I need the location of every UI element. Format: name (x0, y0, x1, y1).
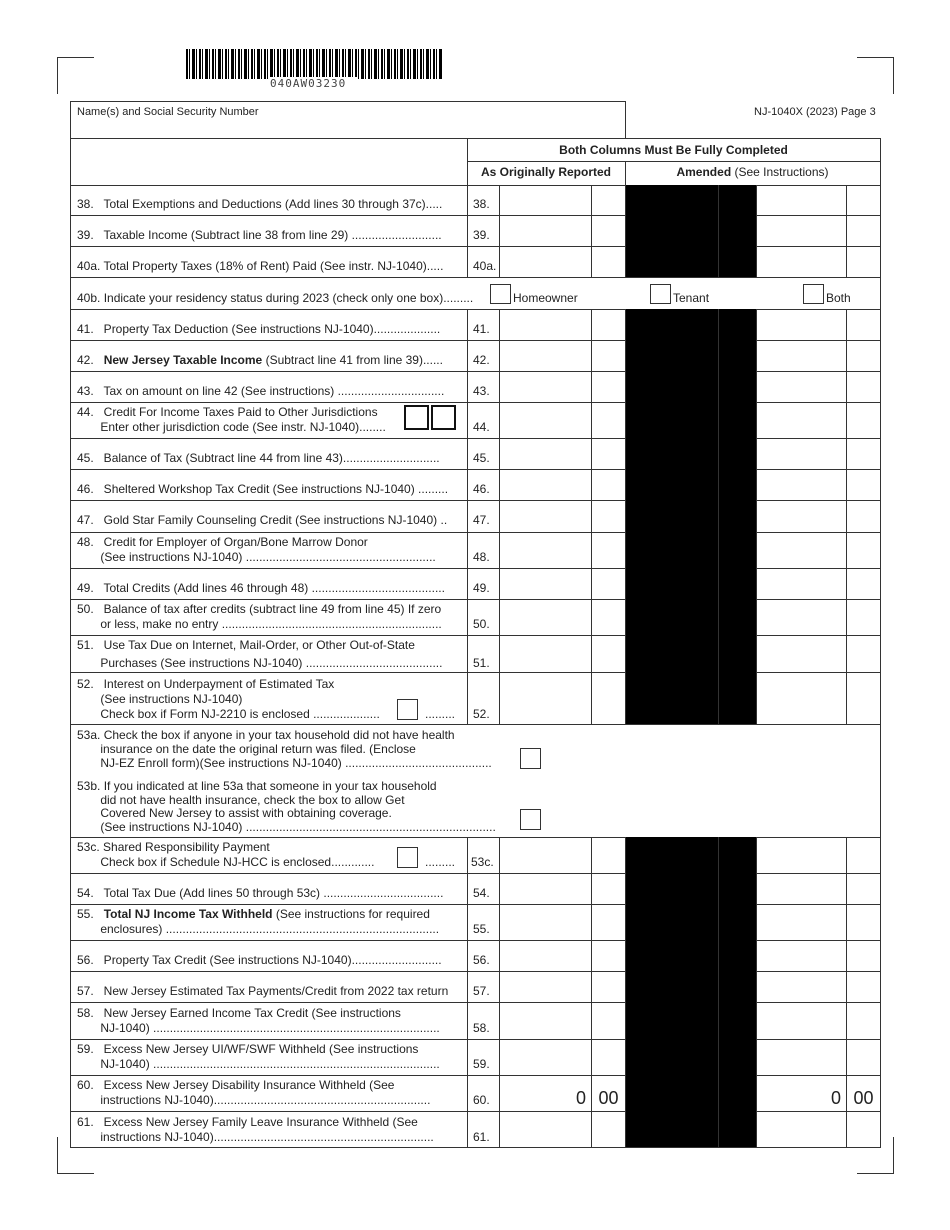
line-43-label: 43. Tax on amount on line 42 (See instructions) ................................ (77, 384, 445, 398)
line-57-orig-field[interactable] (500, 972, 624, 1002)
both-checkbox[interactable] (803, 284, 824, 304)
line-52-label-3: Check box if Form NJ-2210 is enclosed .................... (77, 707, 380, 721)
originally-reported-heading: As Originally Reported (480, 165, 612, 179)
line-38-orig-field[interactable] (500, 186, 624, 215)
line-52-amended-field[interactable] (757, 673, 879, 724)
line-56-orig-field[interactable] (500, 941, 624, 971)
line-52-dots: ......... (425, 707, 456, 721)
line-48-number: 48. (473, 550, 490, 564)
get-covered-checkbox[interactable] (520, 809, 541, 830)
name-ssn-label: Name(s) and Social Security Number (77, 106, 259, 118)
line-47-number: 47. (473, 513, 490, 527)
line-41-label: 41. Property Tax Deduction (See instructions NJ-1040).................... (77, 322, 441, 336)
line-53b-label-2: did not have health insurance, check the box to allow Get (77, 793, 405, 807)
line-49-label: 49. Total Credits (Add lines 46 through 48) ........................................ (77, 581, 445, 595)
line-51-label-2: Purchases (See instructions NJ-1040) ......................................... (77, 656, 443, 670)
nj-hcc-checkbox[interactable] (397, 847, 418, 868)
line-61-label-2: instructions NJ-1040).................................................................. (77, 1130, 434, 1144)
line-61-number: 61. (473, 1130, 490, 1144)
line-54-orig-field[interactable] (500, 874, 624, 904)
line-55-orig-field[interactable] (500, 905, 624, 940)
blocked-band-41-52 (626, 309, 756, 724)
line-44-label-1: 44. Credit For Income Taxes Paid to Other Jurisdictions (77, 405, 378, 419)
line-53b-label-4: (See instructions NJ-1040) ........................................................................... (77, 820, 496, 834)
line-51-amended-field[interactable] (757, 636, 879, 672)
line-40a-number: 40a. (473, 259, 497, 273)
line-42-bold-text: New Jersey Taxable Income (103, 353, 263, 367)
line-55-rest-text: (See instructions for required (272, 907, 430, 921)
crop-mark-tr (857, 57, 894, 94)
line-53c-orig-field[interactable] (500, 838, 624, 873)
line-48-orig-field[interactable] (500, 533, 624, 568)
line-46-amended-field[interactable] (757, 470, 879, 500)
line-61-orig-field[interactable] (500, 1112, 624, 1147)
line-60-label-2: instructions NJ-1040)................................................................. (77, 1093, 431, 1107)
homeowner-label: Homeowner (513, 291, 578, 305)
line-58-number: 58. (473, 1021, 490, 1035)
line-39-amended-field[interactable] (757, 216, 879, 246)
line-53a-label-1: 53a. Check the box if anyone in your tax household did not have health (77, 728, 455, 742)
line-60-label-1: 60. Excess New Jersey Disability Insurance Withheld (See (77, 1078, 395, 1092)
line-51-orig-field[interactable] (500, 636, 624, 672)
line-59-orig-field[interactable] (500, 1040, 624, 1075)
line-61-amended-field[interactable] (757, 1112, 879, 1147)
line-38-number: 38. (473, 197, 490, 211)
line-52-number: 52. (473, 707, 490, 721)
line-42-rest-text: (Subtract line 41 from line 39)...... (262, 353, 443, 367)
line-53c-label-1: 53c. Shared Responsibility Payment (77, 840, 270, 854)
both-columns-heading: Both Columns Must Be Fully Completed (559, 143, 788, 157)
line-50-orig-field[interactable] (500, 600, 624, 635)
both-label: Both (826, 291, 851, 305)
line-44-number: 44. (473, 420, 490, 434)
line-41-amended-field[interactable] (757, 310, 879, 340)
line-58-amended-field[interactable] (757, 1003, 879, 1039)
line-53c-label-2: Check box if Schedule NJ-HCC is enclosed............. (77, 855, 375, 869)
line-53a-label-3: NJ-EZ Enroll form)(See instructions NJ-1040) ............................................ (77, 756, 492, 770)
line-46-orig-field[interactable] (500, 470, 624, 500)
line-39-orig-field[interactable] (500, 216, 624, 246)
line-45-orig-field[interactable] (500, 439, 624, 469)
line-54-amended-field[interactable] (757, 874, 879, 904)
line-60-amended-cents[interactable]: 00 (853, 1088, 874, 1108)
line-59-label-1: 59. Excess New Jersey UI/WF/SWF Withheld (See instructions (77, 1042, 419, 1056)
line-55-amended-field[interactable] (757, 905, 879, 940)
line-55-label-1 (77, 907, 430, 921)
line-53c-dots: ......... (425, 855, 456, 869)
line-47-label: 47. Gold Star Family Counseling Credit (See instructions NJ-1040) .. (77, 513, 448, 527)
line-52-orig-field[interactable] (500, 673, 624, 724)
tenant-checkbox[interactable] (650, 284, 671, 304)
line-59-label-2: NJ-1040) ...................................................................................... (77, 1057, 440, 1071)
line-53b-label-1: 53b. If you indicated at line 53a that someone in your tax household (77, 779, 437, 793)
line-39-label: 39. Taxable Income (Subtract line 38 from line 29) ........................... (77, 228, 442, 242)
line-56-number: 56. (473, 953, 490, 967)
line-55-label-2: enclosures) .................................................................................. (77, 922, 440, 936)
line-57-number: 57. (473, 984, 490, 998)
line-55-num-text: 55. (77, 907, 94, 921)
amended-heading-bold: Amended (676, 165, 732, 179)
line-43-number: 43. (473, 384, 490, 398)
line-44-label-2: Enter other jurisdiction code (See instr. NJ-1040)........ (77, 420, 386, 434)
line-38-label: 38. Total Exemptions and Deductions (Add lines 30 through 37c)..... (77, 197, 443, 211)
jurisdiction-code-box-2[interactable] (431, 405, 456, 430)
line-45-number: 45. (473, 451, 490, 465)
line-61-label-1: 61. Excess New Jersey Family Leave Insurance Withheld (See (77, 1115, 418, 1129)
line-39-number: 39. (473, 228, 490, 242)
line-44-amended-field[interactable] (757, 403, 879, 438)
line-58-label-1: 58. New Jersey Earned Income Tax Credit (See instructions (77, 1006, 401, 1020)
line-44-orig-field[interactable] (500, 403, 624, 438)
crop-mark-tl (57, 57, 94, 94)
line-50-number: 50. (473, 617, 490, 631)
line-50-label-2: or less, make no entry .................................................................. (77, 617, 442, 631)
blocked-band-38-40a (626, 185, 756, 277)
line-60-orig-dollars[interactable]: 0 (575, 1088, 586, 1108)
line-53a-label-2: insurance on the date the original return was filed. (Enclose (77, 742, 416, 756)
line-49-orig-field[interactable] (500, 569, 624, 599)
amended-heading (625, 165, 880, 179)
line-41-orig-field[interactable] (500, 310, 624, 340)
line-42-orig-field[interactable] (500, 341, 624, 371)
tenant-label: Tenant (673, 291, 710, 305)
line-53c-number: 53c. (471, 855, 494, 869)
homeowner-checkbox[interactable] (490, 284, 511, 304)
barcode-text: 040AW03230 (270, 77, 358, 90)
barcode (186, 49, 442, 79)
line-47-orig-field[interactable] (500, 501, 624, 532)
line-55-bold-text: Total NJ Income Tax Withheld (103, 907, 273, 921)
line-58-orig-field[interactable] (500, 1003, 624, 1039)
line-60-number: 60. (473, 1093, 490, 1107)
line-56-label: 56. Property Tax Credit (See instructions NJ-1040)........................... (77, 953, 442, 967)
line-45-amended-field[interactable] (757, 439, 879, 469)
line-60-amended-dollars[interactable]: 0 (830, 1088, 841, 1108)
line-58-label-2: NJ-1040) ...................................................................................... (77, 1021, 440, 1035)
line-42-label (77, 353, 443, 367)
line-50-label-1: 50. Balance of tax after credits (subtract line 49 from line 45) If zero (77, 602, 442, 616)
line-45-label: 45. Balance of Tax (Subtract line 44 from line 43)............................. (77, 451, 440, 465)
line-40a-orig-field[interactable] (500, 247, 624, 277)
line-40b-label: 40b. Indicate your residency status during 2023 (check only one box)......... (77, 291, 474, 305)
line-59-amended-field[interactable] (757, 1040, 879, 1075)
nj2210-checkbox[interactable] (397, 699, 418, 720)
line-60-orig-cents[interactable]: 00 (598, 1088, 619, 1108)
line-47-amended-field[interactable] (757, 501, 879, 532)
line-40a-label: 40a. Total Property Taxes (18% of Rent) Paid (See instr. NJ-1040)..... (77, 259, 444, 273)
line-57-amended-field[interactable] (757, 972, 879, 1002)
line-48-amended-field[interactable] (757, 533, 879, 568)
line-52-label-2: (See instructions NJ-1040) (77, 692, 243, 706)
line-57-label: 57. New Jersey Estimated Tax Payments/Credit from 2022 tax return (77, 984, 449, 998)
line-49-number: 49. (473, 581, 490, 595)
line-54-label: 54. Total Tax Due (Add lines 50 through 53c) .................................... (77, 886, 444, 900)
line-43-orig-field[interactable] (500, 372, 624, 402)
line-42-num-text: 42. (77, 353, 94, 367)
line-42-number: 42. (473, 353, 490, 367)
line-41-number: 41. (473, 322, 490, 336)
line-46-number: 46. (473, 482, 490, 496)
jurisdiction-code-box-1[interactable] (404, 405, 429, 430)
line-54-number: 54. (473, 886, 490, 900)
form-page-label: NJ-1040X (2023) Page 3 (754, 106, 876, 118)
line-38-amended-field[interactable] (757, 186, 879, 215)
line-56-amended-field[interactable] (757, 941, 879, 971)
line-48-label-2: (See instructions NJ-1040) ......................................................... (77, 550, 436, 564)
line-51-number: 51. (473, 656, 490, 670)
line-48-label-1: 48. Credit for Employer of Organ/Bone Marrow Donor (77, 535, 368, 549)
name-ssn-field[interactable] (72, 118, 624, 137)
line-40a-amended-field[interactable] (757, 247, 879, 277)
amended-heading-rest: (See Instructions) (731, 165, 829, 179)
line-46-label: 46. Sheltered Workshop Tax Credit (See instructions NJ-1040) ......... (77, 482, 449, 496)
line-53c-amended-field[interactable] (757, 838, 879, 873)
line-55-number: 55. (473, 922, 490, 936)
health-insurance-checkbox[interactable] (520, 748, 541, 769)
blocked-band-53c-61 (626, 837, 756, 1147)
line-53b-label-3: Covered New Jersey to assist with obtaining coverage. (77, 806, 392, 820)
line-52-label-1: 52. Interest on Underpayment of Estimated Tax (77, 677, 335, 691)
line-51-label-1: 51. Use Tax Due on Internet, Mail-Order, or Other Out-of-State (77, 638, 415, 652)
line-50-amended-field[interactable] (757, 600, 879, 635)
line-59-number: 59. (473, 1057, 490, 1071)
line-42-amended-field[interactable] (757, 341, 879, 371)
line-43-amended-field[interactable] (757, 372, 879, 402)
line-49-amended-field[interactable] (757, 569, 879, 599)
